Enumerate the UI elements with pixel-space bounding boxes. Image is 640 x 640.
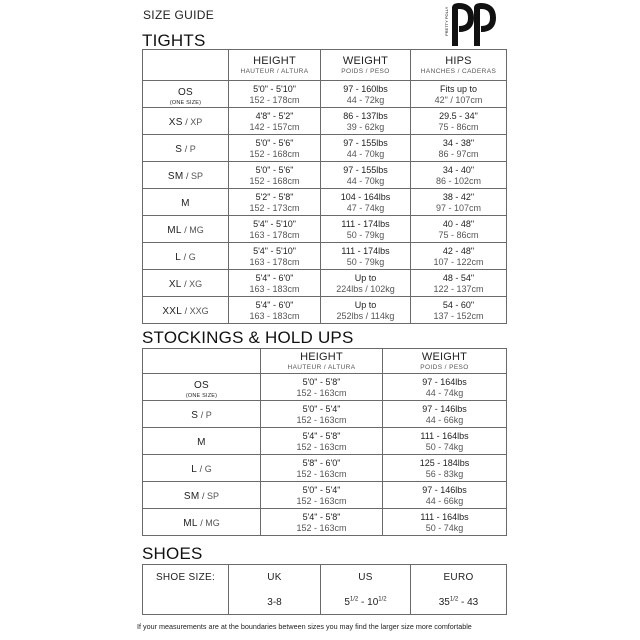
height-cell: 5'0" - 5'4" 152 - 163cm [261,401,383,428]
size-cell: L / G [143,455,261,482]
table-row [143,216,507,243]
height-cell: 5'4" - 5'10" 163 - 178cm [229,243,321,270]
size-cell: SM / SP [143,162,229,189]
stockings-header-blank [143,349,261,374]
size-cell: OS (ONE SIZE) [143,374,261,401]
table-row [143,297,507,324]
footer-note: If your measurements are at the boundaries between sizes you may find the larger size more comfortable [137,622,472,631]
height-cell: 5'4" - 5'8" 152 - 163cm [261,509,383,536]
shoes-title: SHOES [142,544,203,563]
table-row [143,243,507,270]
weight-cell: 86 - 137lbs 39 - 62kg [321,108,411,135]
hips-cell: 48 - 54" 122 - 137cm [411,270,507,297]
height-cell: 5'0" - 5'6" 152 - 168cm [229,135,321,162]
height-cell: 5'4" - 5'8" 152 - 163cm [261,428,383,455]
shoes-size-table [142,564,507,615]
height-cell: 5'0" - 5'6" 152 - 168cm [229,162,321,189]
height-cell: 5'0" - 5'4" 152 - 163cm [261,482,383,509]
weight-cell: 97 - 146lbs 44 - 66kg [383,482,507,509]
shoe-uk-value: 3-8 [229,588,321,615]
shoe-size-label-cell [143,565,229,588]
shoes-header-us: US [321,565,411,588]
tights-size-table [142,49,507,324]
tights-title: TIGHTS [142,31,206,50]
height-cell: 5'0" - 5'8" 152 - 163cm [261,374,383,401]
tights-header-weight: WEIGHT POIDS / PESO [321,50,411,81]
table-row [143,270,507,297]
table-row [143,162,507,189]
size-cell: ML / MG [143,509,261,536]
weight-cell: 104 - 164lbs 47 - 74kg [321,189,411,216]
tights-header-height: HEIGHT HAUTEUR / ALTURA [229,50,321,81]
shoe-size-label: SHOE SIZE: [155,572,216,584]
shoes-header-uk: UK [229,565,321,588]
hips-cell: 40 - 48" 75 - 86cm [411,216,507,243]
weight-cell: 111 - 174lbs 50 - 79kg [321,216,411,243]
size-cell: XXL / XXG [143,297,229,324]
weight-cell: 97 - 146lbs 44 - 66kg [383,401,507,428]
size-cell: M [143,189,229,216]
pp-logo-icon [437,2,503,46]
hips-cell: 34 - 38" 86 - 97cm [411,135,507,162]
height-cell: 5'8" - 6'0" 152 - 163cm [261,455,383,482]
size-cell: S / P [143,401,261,428]
size-cell: OS (ONE SIZE) [143,81,229,108]
height-cell: 5'0" - 5'10" 152 - 178cm [229,81,321,108]
logo-vertical-text: PRETTY POLLY [444,6,449,36]
table-row [143,108,507,135]
size-cell: L / G [143,243,229,270]
stockings-header-weight: WEIGHT POIDS / PESO [383,349,507,374]
height-cell: 5'4" - 6'0" 163 - 183cm [229,297,321,324]
size-cell: S / P [143,135,229,162]
page-title: SIZE GUIDE [143,8,215,22]
tights-header-hips: HIPS HANCHES / CADERAS [411,50,507,81]
hips-cell: 29.5 - 34" 75 - 86cm [411,108,507,135]
stockings-header-row [143,349,507,374]
weight-cell: 111 - 164lbs 50 - 74kg [383,509,507,536]
shoes-value-row [143,588,507,615]
shoes-header-row [143,565,507,588]
height-cell: 5'2" - 5'8" 152 - 173cm [229,189,321,216]
table-row [143,189,507,216]
hips-cell: 38 - 42" 97 - 107cm [411,189,507,216]
weight-cell: 97 - 155lbs 44 - 70kg [321,135,411,162]
table-row [143,455,507,482]
weight-cell: 111 - 164lbs 50 - 74kg [383,428,507,455]
shoe-us-value: $5^{1/2} - 10^{1/2}$ [321,588,411,615]
size-cell: XS / XP [143,108,229,135]
brand-logo [437,2,503,46]
shoe-size-blank-cell [143,588,229,615]
table-row [143,428,507,455]
table-row [143,482,507,509]
height-cell: 5'4" - 6'0" 163 - 183cm [229,270,321,297]
hips-cell: 42 - 48" 107 - 122cm [411,243,507,270]
size-cell: M [143,428,261,455]
table-row [143,509,507,536]
hips-cell: 34 - 40" 86 - 102cm [411,162,507,189]
size-cell: XL / XG [143,270,229,297]
weight-cell: 97 - 155lbs 44 - 70kg [321,162,411,189]
table-row [143,401,507,428]
height-cell: 5'4" - 5'10" 163 - 178cm [229,216,321,243]
table-row [143,135,507,162]
tights-header-blank [143,50,229,81]
weight-cell: Up to 252lbs / 114kg [321,297,411,324]
table-row [143,81,507,108]
weight-cell: 125 - 184lbs 56 - 83kg [383,455,507,482]
weight-cell: Up to 224lbs / 102kg [321,270,411,297]
tights-header-row [143,50,507,81]
stockings-size-table [142,348,507,536]
shoes-header-euro: EURO [411,565,507,588]
hips-cell: Fits up to 42" / 107cm [411,81,507,108]
shoe-euro-value: $35^{1/2} - 43$ [411,588,507,615]
size-cell: SM / SP [143,482,261,509]
weight-cell: 97 - 160lbs 44 - 72kg [321,81,411,108]
stockings-title: STOCKINGS & HOLD UPS [142,328,354,347]
hips-cell: 54 - 60" 137 - 152cm [411,297,507,324]
height-cell: 4'8" - 5'2" 142 - 157cm [229,108,321,135]
weight-cell: 111 - 174lbs 50 - 79kg [321,243,411,270]
table-row [143,374,507,401]
stockings-header-height: HEIGHT HAUTEUR / ALTURA [261,349,383,374]
weight-cell: 97 - 164lbs 44 - 74kg [383,374,507,401]
size-cell: ML / MG [143,216,229,243]
